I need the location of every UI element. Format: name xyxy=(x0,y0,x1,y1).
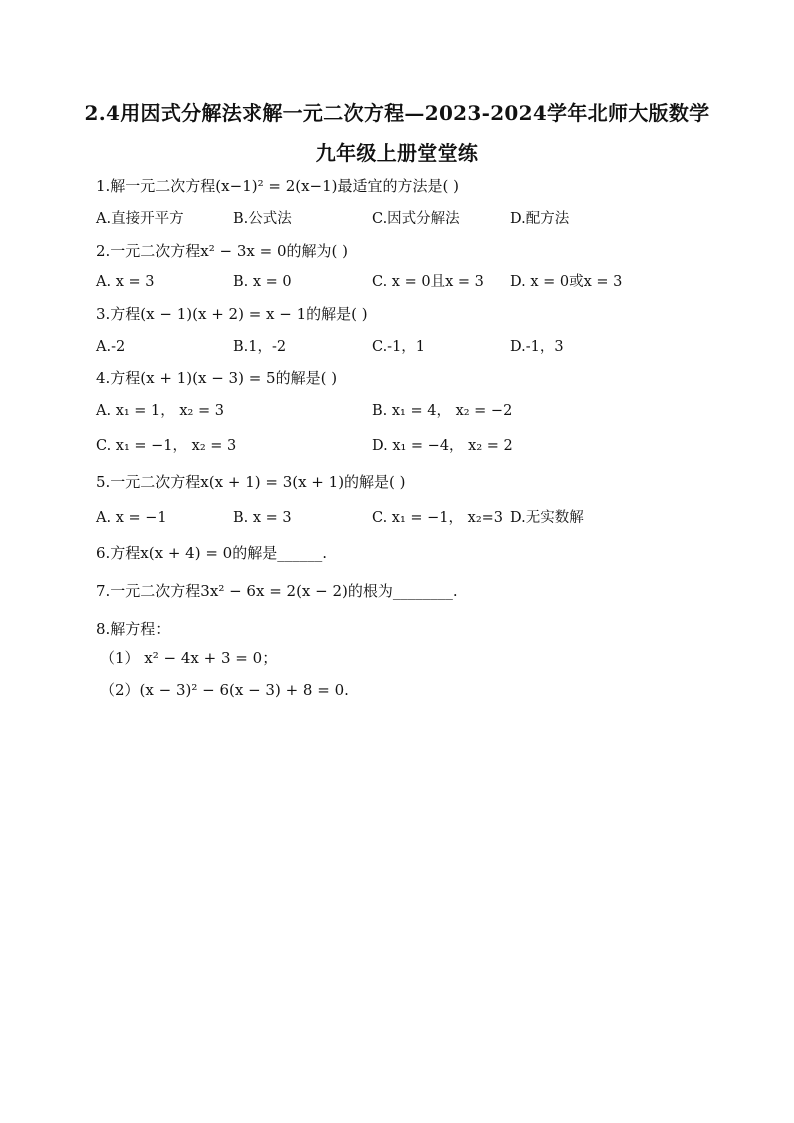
question-3-option-d: D.-1，3 xyxy=(510,339,564,355)
question-3-stem: 3.方程(x − 1)(x + 2) = x − 1的解是( ) xyxy=(96,305,368,323)
question-1-stem: 1.解一元二次方程(x−1)² = 2(x−1)最适宜的方法是( ) xyxy=(96,177,459,195)
question-4-option-c: C. x₁ = −1， x₂ = 3 xyxy=(96,438,237,454)
question-7-stem: 7.一元二次方程3x² − 6x = 2(x − 2)的根为________. xyxy=(96,582,458,600)
worksheet-title-line-1: 2.4用因式分解法求解一元二次方程—2023-2024学年北师大版数学 xyxy=(84,101,710,125)
question-8-stem: 8.解方程： xyxy=(96,620,171,638)
question-5-stem: 5.一元二次方程x(x + 1) = 3(x + 1)的解是( ) xyxy=(96,473,406,491)
question-4-option-d: D. x₁ = −4， x₂ = 2 xyxy=(372,438,513,454)
question-1-option-a: A.直接开平方 xyxy=(96,211,184,227)
worksheet-title-line-2: 九年级上册堂堂练 xyxy=(315,141,479,165)
question-5-option-d: D.无实数解 xyxy=(510,510,584,526)
question-3-option-b: B.1，-2 xyxy=(233,339,287,355)
question-4-option-b: B. x₁ = 4， x₂ = −2 xyxy=(372,403,513,419)
question-1-option-c: C.因式分解法 xyxy=(372,211,460,227)
question-3-option-a: A.-2 xyxy=(96,339,126,355)
question-1-option-b: B.公式法 xyxy=(233,211,292,227)
question-8-part-1: （1） x² − 4x + 3 = 0； xyxy=(100,649,278,667)
question-6-stem: 6.方程x(x + 4) = 0的解是______. xyxy=(96,544,327,562)
question-5-option-c: C. x₁ = −1， x₂=3 xyxy=(372,510,504,526)
question-5-option-b: B. x = 3 xyxy=(233,510,292,526)
question-3-option-c: C.-1，1 xyxy=(372,339,426,355)
question-1-option-d: D.配方法 xyxy=(510,211,570,227)
question-8-part-2: （2）(x − 3)² − 6(x − 3) + 8 = 0. xyxy=(100,681,349,699)
question-5-option-a: A. x = −1 xyxy=(96,510,167,526)
question-4-stem: 4.方程(x + 1)(x − 3) = 5的解是( ) xyxy=(96,369,338,387)
question-2-option-d: D. x = 0或x = 3 xyxy=(510,274,623,290)
question-2-stem: 2.一元二次方程x² − 3x = 0的解为( ) xyxy=(96,242,349,260)
question-2-option-c: C. x = 0且x = 3 xyxy=(372,274,484,290)
question-2-option-a: A. x = 3 xyxy=(96,274,155,290)
question-2-option-b: B. x = 0 xyxy=(233,274,292,290)
question-4-option-a: A. x₁ = 1， x₂ = 3 xyxy=(96,403,224,419)
